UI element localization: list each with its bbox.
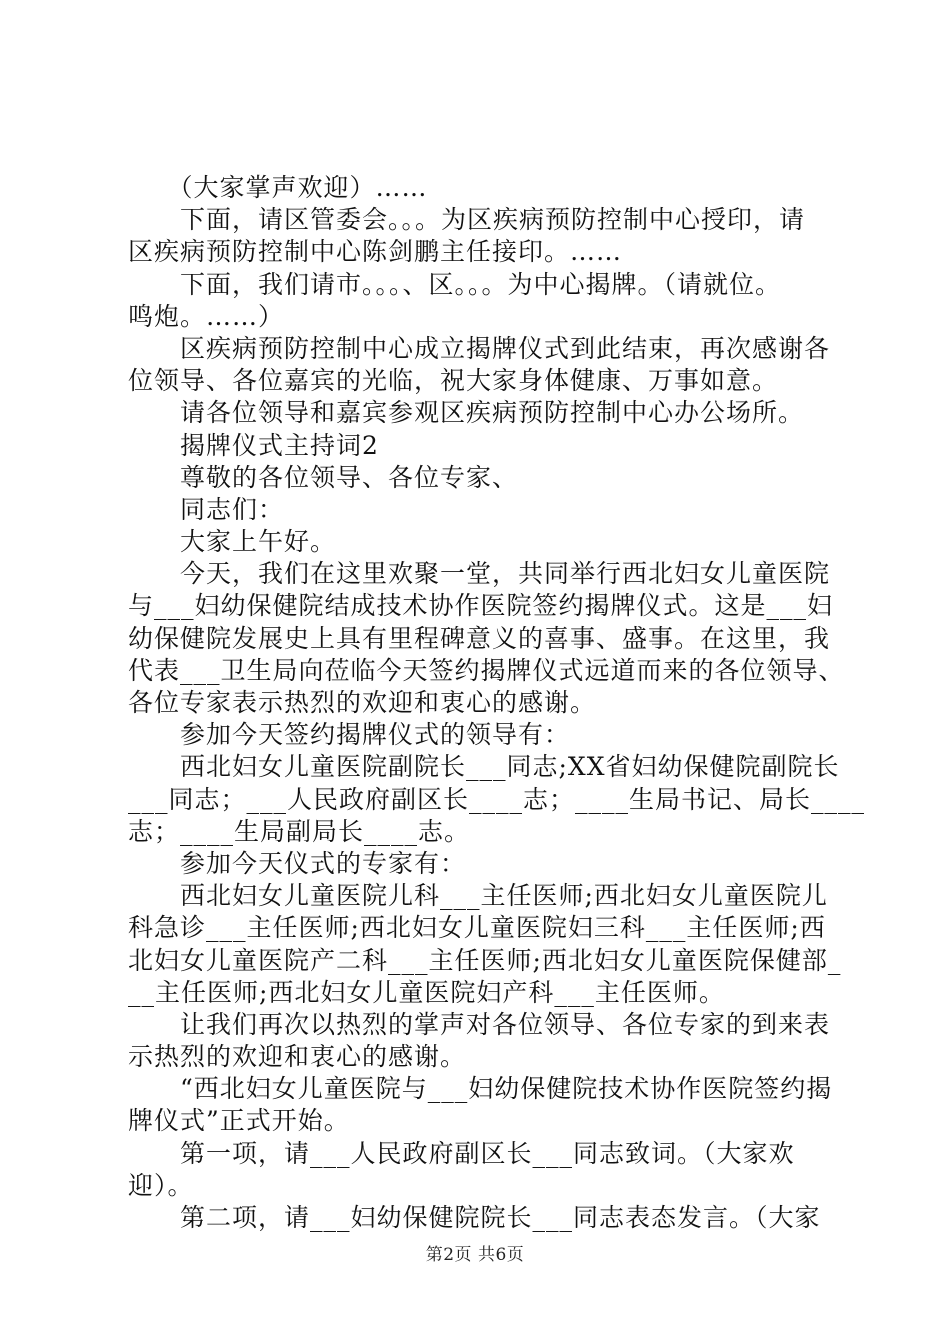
text-line: 西北妇女儿童医院副院长___同志;XX省妇幼保健院副院长 bbox=[128, 752, 840, 782]
section-heading: 揭牌仪式主持词2 bbox=[128, 430, 379, 460]
text-line: 位领导、各位嘉宾的光临，祝大家身体健康、万事如意。 bbox=[128, 366, 779, 396]
text-line: 西北妇女儿童医院儿科___主任医师;西北妇女儿童医院儿 bbox=[128, 881, 828, 911]
text-line: 志；____生局副局长____志。 bbox=[128, 816, 471, 846]
text-line: 鸣炮。……） bbox=[128, 301, 285, 331]
text-line: 让我们再次以热烈的掌声对各位领导、各位专家的到来表 bbox=[128, 1009, 831, 1039]
text-line: 北妇女儿童医院产二科___主任医师;西北妇女儿童医院保健部_ bbox=[128, 945, 842, 975]
text-line: __主任医师;西北妇女儿童医院妇产科___主任医师。 bbox=[128, 977, 725, 1007]
text-line: 代表___卫生局向莅临今天签约揭牌仪式远道而来的各位领导、 bbox=[128, 655, 845, 685]
text-line: 各位专家表示热烈的欢迎和衷心的感谢。 bbox=[128, 688, 597, 717]
text-line: ___同志；___人民政府副区长____志；____生局书记、局长____ bbox=[128, 784, 866, 814]
text-line: 请各位领导和嘉宾参观区疾病预防控制中心办公场所。 bbox=[128, 398, 805, 428]
text-line: 区疾病预防控制中心陈剑鹏主任接印。…… bbox=[128, 237, 623, 267]
text-line: 与___妇幼保健院结成技术协作医院签约揭牌仪式。这是___妇 bbox=[128, 591, 834, 621]
text-line: 同志们： bbox=[128, 494, 285, 524]
text-line: 参加今天仪式的专家有： bbox=[128, 848, 467, 878]
text-line: 参加今天签约揭牌仪式的领导有： bbox=[128, 720, 571, 750]
text-line: （大家掌声欢迎）…… bbox=[128, 173, 428, 202]
text-line: 科急诊___主任医师;西北妇女儿童医院妇三科___主任医师;西 bbox=[128, 913, 826, 943]
text-line: 下面，请区管委会。。。为区疾病预防控制中心授印，请 bbox=[128, 205, 806, 235]
text-line: 第二项，请___妇幼保健院院长___同志表态发言。（大家 bbox=[128, 1203, 821, 1232]
text-line: 示热烈的欢迎和衷心的感谢。 bbox=[128, 1042, 467, 1072]
document-body bbox=[128, 172, 866, 1234]
text-line: 牌仪式”正式开始。 bbox=[128, 1106, 350, 1136]
text-line: 尊敬的各位领导、各位专家、 bbox=[128, 462, 519, 492]
page-number-footer: 第2页 共6页 bbox=[425, 1245, 525, 1265]
text-line: 下面，我们请市。。。、区。。。为中心揭牌。（请就位。 bbox=[128, 269, 782, 299]
text-line: 幼保健院发展史上具有里程碑意义的喜事、盛事。在这里，我 bbox=[128, 623, 831, 653]
text-line: 大家上午好。 bbox=[128, 527, 337, 557]
text-line: 迎）。 bbox=[128, 1170, 194, 1200]
text-line: 区疾病预防控制中心成立揭牌仪式到此结束，再次感谢各 bbox=[128, 333, 831, 363]
text-line: 第一项，请___人民政府副区长___同志致词。（大家欢 bbox=[128, 1138, 795, 1168]
text-line: 今天，我们在这里欢聚一堂，共同举行西北妇女儿童医院 bbox=[128, 559, 831, 589]
text-line: “西北妇女儿童医院与___妇幼保健院技术协作医院签约揭 bbox=[128, 1074, 833, 1104]
